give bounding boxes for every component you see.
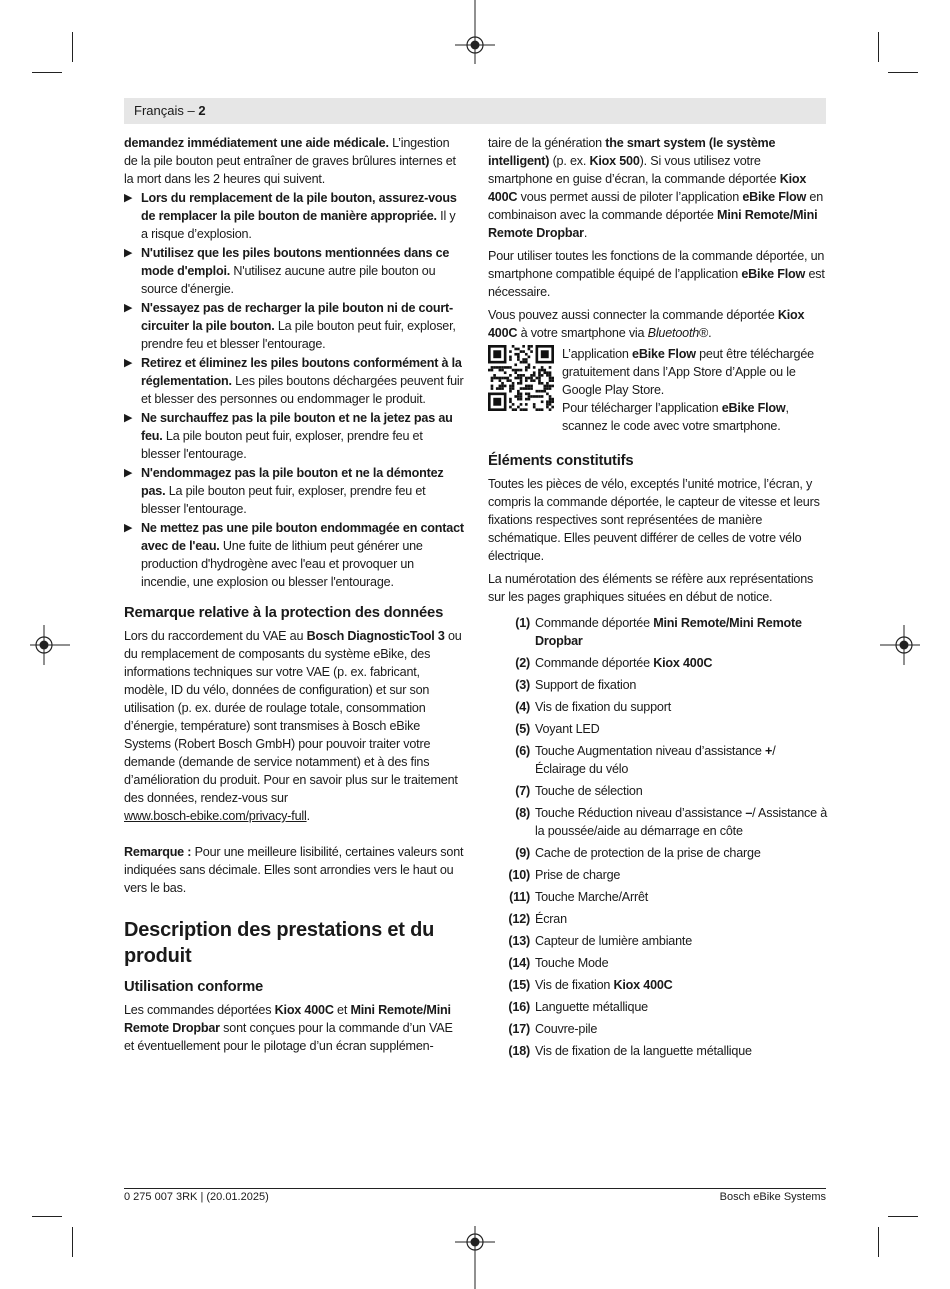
crop-mark — [888, 1216, 918, 1217]
qr-text — [562, 345, 828, 435]
component-label: Vis de fixation du support — [535, 700, 671, 714]
component-text — [535, 742, 828, 778]
r1i: en combinaison avec la commande déportée — [488, 190, 824, 222]
qr-section — [488, 345, 828, 435]
component-item — [488, 866, 828, 884]
qb: eBike Flow — [632, 347, 696, 361]
component-number: (12) — [508, 912, 530, 926]
warning-text: Il y a risque d’explosion. — [141, 209, 456, 241]
component-text — [535, 654, 828, 672]
component-label: Commande déportée — [535, 656, 654, 670]
component-item — [488, 932, 828, 950]
component-item — [488, 954, 828, 972]
warning-item — [124, 244, 464, 298]
component-number: (4) — [515, 700, 530, 714]
component-text — [535, 614, 828, 650]
component-number: (11) — [509, 890, 530, 904]
component-item — [488, 614, 828, 650]
remark-text: Pour une meilleure lisibilité, certaines valeurs sont indiquées sans décimale. Elles sont arrondies vers le haut ou vers le bas. — [124, 845, 464, 895]
component-number: (13) — [508, 934, 530, 948]
component-number: (8) — [515, 806, 530, 820]
components-heading: Éléments constitutifs — [488, 453, 634, 469]
triangle-bullet-icon: ▶ — [124, 412, 133, 424]
component-label: Écran — [535, 912, 567, 926]
component-number: (6) — [515, 744, 530, 758]
use-paragraph — [124, 1001, 464, 1055]
component-label: Touche Marche/Arrêt — [535, 890, 649, 904]
privacy-text-2: ou du remplacement de composants du système eBike, des informations techniques sur votre VAE (p. ex. fabricant, modèle, ID du vélo, données de configuration) et sur son utilisation (p. ex. durée de roulage totale, consommation d’énergie, température) sont transmises à Bosch eBike Systems (Robert Bosch GmbH) pour pouvoir traiter votre demande (demande de service notamment) et à des fins d’amélioration du produit. Pour en savoir plus sur le traitement des données, rendez-vous sur — [124, 629, 462, 805]
components-paragraph-1: Toutes les pièces de vélo, exceptés l’unité motrice, l’écran, y compris la commande déportée, le capteur de vitesse et leurs fixations respectives sont représentées de manière schématique. Elles peuvent différer de celles de votre vélo électrique. — [488, 477, 820, 563]
components-list — [488, 614, 828, 1060]
component-number: (1) — [515, 616, 530, 630]
warning-bold: Ne mettez pas une pile bouton endommagée en contact avec de l'eau. — [141, 521, 464, 553]
component-label: Prise de charge — [535, 868, 621, 882]
warning-bold: N'utilisez que les piles boutons mentionnées dans ce mode d'emploi. — [141, 246, 450, 278]
component-text — [535, 1020, 828, 1038]
r2b: eBike Flow — [741, 267, 806, 281]
triangle-bullet-icon: ▶ — [124, 357, 133, 369]
component-item — [488, 1020, 828, 1038]
component-bold: Kiox 400C — [613, 978, 673, 992]
component-number: (3) — [515, 678, 530, 692]
right-paragraph-3 — [488, 306, 828, 342]
r1h: eBike Flow — [742, 190, 807, 204]
component-bold: Kiox 400C — [653, 656, 713, 670]
component-bold: Mini Remote/Mini Remote Dropbar — [535, 616, 802, 648]
component-item — [488, 698, 828, 716]
triangle-bullet-icon: ▶ — [124, 302, 133, 314]
use-text-2: et — [333, 1003, 351, 1017]
component-text — [535, 676, 828, 694]
component-item — [488, 910, 828, 928]
qr-code-icon[interactable] — [488, 345, 554, 411]
component-text — [535, 1042, 828, 1060]
r1d: Kiox 500 — [589, 154, 640, 168]
component-label: Capteur de lumière ambiante — [535, 934, 693, 948]
use-text-1: Les commandes déportées — [124, 1003, 275, 1017]
crop-mark — [72, 32, 73, 62]
component-item — [488, 976, 828, 994]
right-paragraph-1 — [488, 134, 828, 242]
privacy-tool-name: Bosch DiagnosticTool 3 — [306, 629, 445, 643]
r1k: . — [583, 226, 588, 240]
warning-bold: Retirez et éliminez les piles boutons conformément à la réglementation. — [141, 356, 462, 388]
warning-text: Une fuite de lithium peut générer une production d'hydrogène avec l'eau et provoquer un incendie, une explosion ou blesser l'entourage. — [141, 539, 423, 589]
triangle-bullet-icon: ▶ — [124, 522, 133, 534]
component-text — [535, 954, 828, 972]
component-text — [535, 844, 828, 862]
warning-item — [124, 409, 464, 463]
warning-text: N'utilisez aucune autre pile bouton ou source d'énergie. — [141, 264, 436, 296]
component-label: Commande déportée — [535, 616, 654, 630]
footer-brand: Bosch eBike Systems — [719, 1191, 826, 1203]
warning-list — [124, 189, 464, 591]
component-number: (9) — [515, 846, 530, 860]
registration-mark-icon — [455, 0, 495, 64]
component-after: / Assistance à la poussée/aide au démarrage en côte — [535, 806, 828, 838]
r3d: Bluetooth — [647, 326, 700, 340]
component-item — [488, 676, 828, 694]
component-item — [488, 888, 828, 906]
use-heading: Utilisation conforme — [124, 979, 264, 995]
qe: eBike Flow — [721, 401, 786, 415]
component-number: (14) — [508, 956, 530, 970]
component-number: (7) — [515, 784, 530, 798]
r1j: Mini Remote/Mini Remote Dropbar — [488, 208, 818, 240]
right-paragraph-2 — [488, 247, 828, 301]
privacy-link[interactable]: www.bosch-ebike.com/privacy-full — [124, 809, 307, 823]
header-page-number: 2 — [198, 103, 206, 118]
use-bold-1: Kiox 400C — [274, 1003, 334, 1017]
crop-mark — [878, 32, 879, 62]
triangle-bullet-icon: ▶ — [124, 247, 133, 259]
section-title: Description des prestations et du produit — [124, 919, 435, 967]
warning-text: La pile bouton peut fuir, exploser, prendre feu et blesser l'entourage. — [141, 429, 423, 461]
right-column — [488, 134, 828, 1064]
warning-item — [124, 189, 464, 243]
component-item — [488, 804, 828, 840]
warning-item — [124, 464, 464, 518]
qf: , scannez le code avec votre smartphone. — [562, 401, 789, 433]
component-item — [488, 1042, 828, 1060]
component-item — [488, 782, 828, 800]
component-number: (15) — [508, 978, 530, 992]
r1a: taire de la génération — [488, 136, 606, 150]
warning-bold: Lors du remplacement de la pile bouton, assurez-vous de remplacer la pile bouton de manière appropriée. — [141, 191, 457, 223]
qd: Pour télécharger l’application — [562, 401, 722, 415]
component-label: Voyant LED — [535, 722, 600, 736]
r1b: the smart system (le système intelligent) — [488, 136, 776, 168]
warning-bold: N'essayez pas de recharger la pile bouton ni de court-circuiter la pile bouton. — [141, 301, 454, 333]
registration-mark-icon — [30, 625, 70, 665]
component-label: Touche Mode — [535, 956, 609, 970]
component-label: Touche Réduction niveau d’assistance — [535, 806, 746, 820]
component-text — [535, 932, 828, 950]
component-label: Support de fixation — [535, 678, 637, 692]
component-item — [488, 844, 828, 862]
warning-item — [124, 354, 464, 408]
component-label: Vis de fixation — [535, 978, 614, 992]
remark-label: Remarque : — [124, 845, 192, 859]
component-number: (5) — [515, 722, 530, 736]
r2c: est nécessaire. — [488, 267, 825, 299]
footer-doc-number: 0 275 007 3RK | (20.01.2025) — [124, 1191, 269, 1203]
component-text — [535, 998, 828, 1016]
component-text — [535, 866, 828, 884]
component-number: (10) — [508, 868, 530, 882]
warning-bold: Ne surchauffez pas la pile bouton et ne la jetez pas au feu. — [141, 411, 453, 443]
warning-text: La pile bouton peut fuir, exploser, prendre feu et blesser l'entourage. — [141, 319, 456, 351]
remark-paragraph — [124, 843, 464, 897]
intro-bold: demandez immédiatement une aide médicale. — [124, 136, 389, 150]
triangle-bullet-icon: ▶ — [124, 192, 133, 204]
triangle-bullet-icon: ▶ — [124, 467, 133, 479]
r2a: Pour utiliser toutes les fonctions de la commande déportée, un smartphone compatible équipé de l’application — [488, 249, 825, 281]
qr-paragraph-1 — [562, 345, 828, 399]
r3c: à votre smartphone via — [517, 326, 648, 340]
component-number: (18) — [508, 1044, 530, 1058]
warning-bold: N'endommagez pas la pile bouton et ne la démontez pas. — [141, 466, 444, 498]
registration-mark-icon — [455, 1226, 495, 1289]
component-text — [535, 720, 828, 738]
crop-mark — [888, 72, 918, 73]
left-column — [124, 134, 464, 1055]
warning-item — [124, 519, 464, 591]
intro-text: L’ingestion de la pile bouton peut entraîner de graves brûlures internes et la mort dans les 2 heures qui suivent. — [124, 136, 456, 186]
r3a: Vous pouvez aussi connecter la commande déportée — [488, 308, 778, 322]
r1c: (p. ex. — [549, 154, 590, 168]
component-number: (16) — [508, 1000, 530, 1014]
r3b: Kiox 400C — [488, 308, 805, 340]
crop-mark — [878, 1227, 879, 1257]
r1f: Kiox 400C — [488, 172, 807, 204]
component-label: Languette métallique — [535, 1000, 648, 1014]
qa: L’application — [562, 347, 633, 361]
header-separator: – — [183, 103, 199, 118]
qc: peut être téléchargée gratuitement dans l’App Store d’Apple ou le Google Play Store. — [562, 347, 814, 397]
component-label: Touche Augmentation niveau d’assistance — [535, 744, 766, 758]
component-text — [535, 804, 828, 840]
privacy-text-1: Lors du raccordement du VAE au — [124, 629, 307, 643]
components-paragraph-2: La numérotation des éléments se réfère aux représentations sur les pages graphiques situées en début de notice. — [488, 572, 814, 604]
component-text — [535, 698, 828, 716]
page-header — [124, 98, 826, 124]
intro-paragraph — [124, 134, 464, 188]
component-label: Couvre-pile — [535, 1022, 598, 1036]
component-text — [535, 910, 828, 928]
component-item — [488, 998, 828, 1016]
use-bold-2: Mini Remote/Mini Remote Dropbar — [124, 1003, 451, 1035]
r1g: vous permet aussi de piloter l’application — [517, 190, 743, 204]
component-item — [488, 742, 828, 778]
header-language: Français — [134, 103, 184, 118]
privacy-heading: Remarque relative à la protection des données — [124, 605, 444, 621]
component-after: / Éclairage du vélo — [535, 744, 776, 776]
crop-mark — [72, 1227, 73, 1257]
component-number: (2) — [515, 656, 530, 670]
component-text — [535, 888, 828, 906]
component-item — [488, 654, 828, 672]
registration-mark-icon — [880, 625, 920, 665]
qr-paragraph-2 — [562, 399, 828, 435]
crop-mark — [32, 1216, 62, 1217]
warning-text: Les piles boutons déchargées peuvent fuir et blesser des personnes ou endommager le produit. — [141, 374, 464, 406]
footer-rule — [124, 1188, 826, 1189]
component-bold: – — [745, 806, 753, 820]
warning-text: La pile bouton peut fuir, exploser, prendre feu et blesser l'entourage. — [141, 484, 426, 516]
component-item — [488, 720, 828, 738]
component-label: Cache de protection de la prise de charge — [535, 846, 761, 860]
use-text-3: sont conçues pour la commande d’un VAE et éventuellement pour le pilotage d’un écran supplémen- — [124, 1021, 453, 1053]
crop-mark — [32, 72, 62, 73]
r3e: ®. — [699, 326, 712, 340]
component-number: (17) — [508, 1022, 530, 1036]
component-bold: + — [765, 744, 773, 758]
component-text — [535, 976, 828, 994]
page-header-text — [134, 103, 206, 118]
privacy-paragraph — [124, 627, 464, 825]
component-text — [535, 782, 828, 800]
component-label: Vis de fixation de la languette métallique — [535, 1044, 752, 1058]
privacy-end: . — [306, 809, 310, 823]
component-label: Touche de sélection — [535, 784, 643, 798]
warning-item — [124, 299, 464, 353]
r1e: ). Si vous utilisez votre smartphone en guise d’écran, la commande déportée — [488, 154, 780, 186]
